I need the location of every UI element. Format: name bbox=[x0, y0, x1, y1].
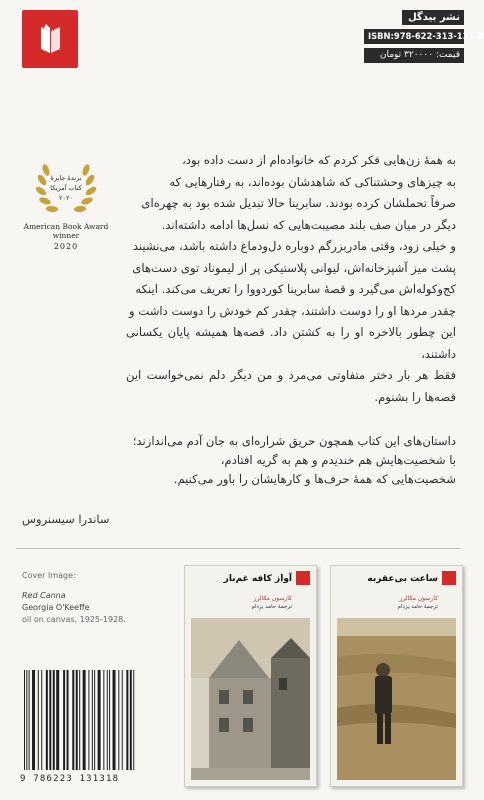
award-fa-line-1: برندۀ جایزۀ bbox=[50, 174, 82, 182]
review-line: داستان‌های این کتاب همچون حریق شراره‌ای به جان آدم می‌اندازند؛ bbox=[132, 434, 456, 448]
cover-image-label: Cover Image: bbox=[22, 571, 76, 580]
book-cover-art-field bbox=[337, 618, 456, 780]
award-title: American Book Award bbox=[23, 222, 109, 231]
excerpt-paragraph bbox=[126, 150, 456, 408]
excerpt-line: کج‌وکوله‌اش می‌گیرد و قصهٔ سابرینا کوردووا را تعریف می‌کند. اینکه bbox=[135, 282, 456, 296]
book-pages-icon bbox=[35, 21, 65, 57]
excerpt-line: به چیزهای وحشتناکی که شاهدشان بوده‌اند، به رفتارهایی که bbox=[169, 174, 456, 189]
excerpt-line: دیگر در میان صف بلند مصیبت‌هایی که نسل‌ها ادامه داشته‌اند. bbox=[161, 217, 456, 232]
book-translator: ترجمهٔ حامد یزدام bbox=[397, 604, 438, 610]
divider bbox=[16, 548, 460, 549]
award-fa-line-3: ۲۰۲۰ bbox=[59, 194, 73, 202]
quote-author: ساندرا سیسنروس bbox=[22, 512, 110, 526]
barcode-bars bbox=[20, 670, 170, 772]
award-badge bbox=[16, 160, 116, 251]
cover-image-artist: Georgia O'Keeffe bbox=[22, 603, 90, 612]
cover-image-credit bbox=[22, 570, 152, 626]
excerpt-line: فقط هر بار دختر متفاوتی می‌مرد و من دیگر دلم نمی‌خواست این قصه‌ها را بشنوم. bbox=[126, 368, 456, 404]
publisher-logo bbox=[22, 10, 78, 68]
award-winner: winner bbox=[52, 231, 80, 240]
related-book-2 bbox=[330, 565, 463, 787]
publisher-badge-icon bbox=[296, 571, 310, 585]
publisher-info bbox=[364, 10, 484, 67]
book-translator: ترجمهٔ حامد یزدام bbox=[251, 604, 292, 610]
excerpt-line: چقدر مردها او را دوست داشتند، چقدر کم خودش را دوست داشت و bbox=[129, 303, 456, 318]
excerpt-line: به همۀ زن‌هایی فکر کردم که خانواده‌ام از دست داده بود، bbox=[182, 153, 456, 167]
review-line: با شخصیت‌هایش هم خندیدم و هم به گریه افتادم، bbox=[220, 453, 456, 467]
publisher-badge-icon bbox=[442, 571, 456, 585]
excerpt-line: و خیلی زود، وقتی مادربزرگم دوباره دل‌ودماغ داشته باشد، می‌نشیند bbox=[132, 239, 456, 253]
excerpt-line: این چطور بالاخره او را به کشتن داد. قصه‌ها همیشه پایان یکسانی داشتند، bbox=[126, 325, 456, 361]
book-author: کارسون مکالرز bbox=[399, 595, 438, 602]
excerpt-line: صرفاً تحملشان کرده بودند. سابرینا حالا تبدیل شده بود به چهره‌ای bbox=[141, 196, 456, 210]
award-year: 2020 bbox=[53, 242, 79, 251]
price: قیمت: ۳۲۰۰۰۰ تومان bbox=[364, 48, 464, 63]
barcode bbox=[20, 670, 170, 788]
publisher-name: نشر بیدگل bbox=[402, 10, 464, 25]
cover-image-medium: oil on canvas, 1925-1928. bbox=[22, 615, 126, 624]
isbn: ISBN:978-622-313-131-8 bbox=[364, 29, 464, 44]
excerpt-line: پشت میز آشپزخانه‌اش، لیوانی پلاستیکی پر از لیموناد توی دست‌های bbox=[132, 260, 456, 275]
book-cover-art-house bbox=[191, 618, 310, 780]
book-author: کارسون مکالرز bbox=[253, 595, 292, 602]
award-fa-line-2: کتاب آمریکا bbox=[50, 184, 82, 192]
book-title: آواز کافه غم‌بار bbox=[223, 574, 292, 584]
review-line: شخصیت‌هایی که همۀ حرف‌ها و کارهایشان را باور می‌کنیم. bbox=[173, 472, 456, 486]
book-title: ساعت بی‌عقربه bbox=[367, 574, 438, 584]
cover-image-title: Red Canna bbox=[22, 591, 66, 600]
barcode-number: 9 786223 131318 bbox=[20, 774, 120, 784]
review-quote bbox=[16, 432, 456, 489]
related-book-1 bbox=[184, 565, 317, 787]
